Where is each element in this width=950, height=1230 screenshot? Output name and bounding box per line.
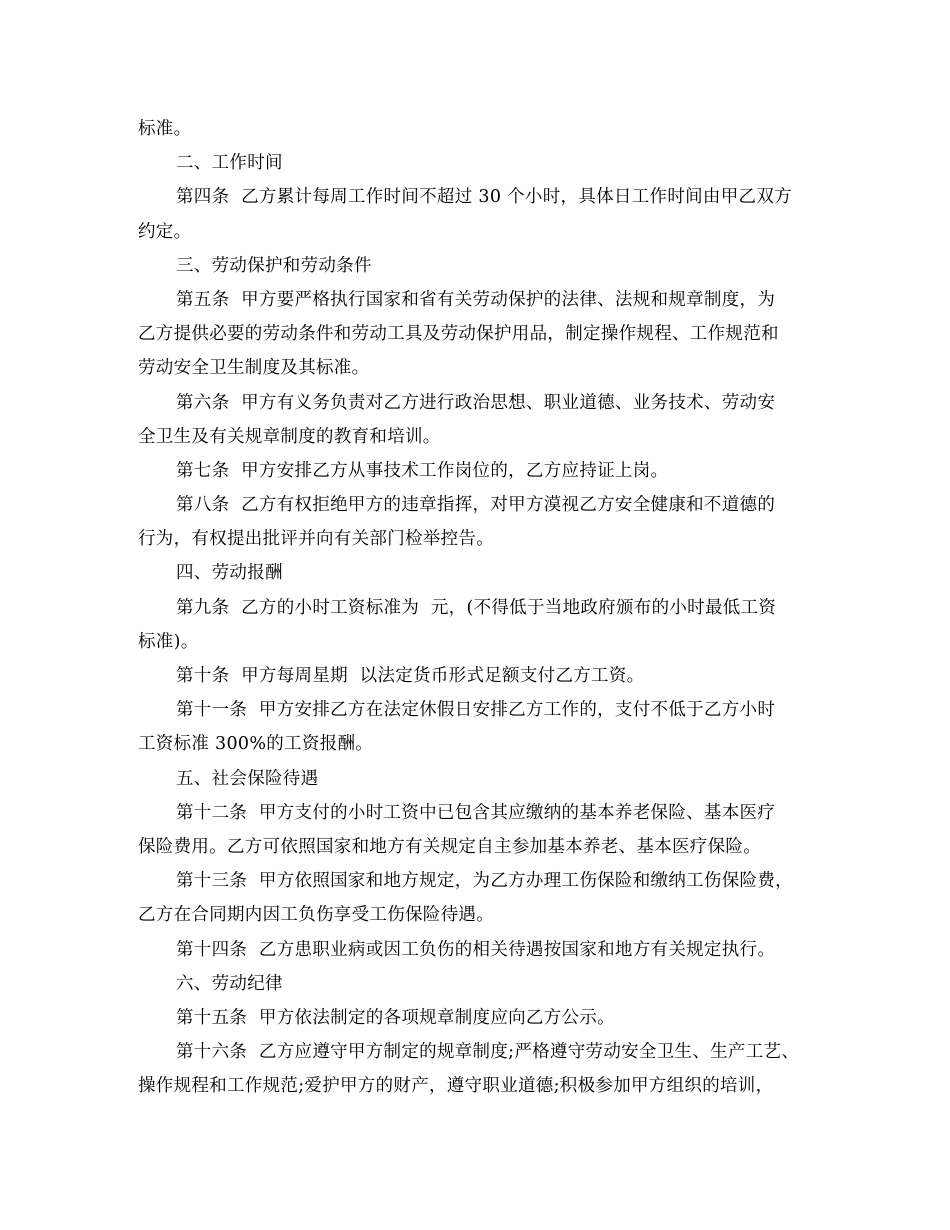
text-line: 第十三条 甲方依照国家和地方规定，为乙方办理工伤保险和缴纳工伤保险费， — [176, 871, 793, 892]
text-line: 第十五条 甲方依法制定的各项规章制度应向乙方公示。 — [176, 1007, 615, 1028]
text-line: 第四条 乙方累计每周工作时间不超过 30 个小时，具体日工作时间由甲乙双方 — [176, 187, 792, 208]
text-line: 约定。 — [138, 221, 192, 242]
text-line: 乙方提供必要的劳动条件和劳动工具及劳动保护用品，制定操作规程、工作规范和 — [138, 324, 779, 345]
text-line: 四、劳动报酬 — [176, 563, 283, 584]
text-line: 全卫生及有关规章制度的教育和培训。 — [138, 426, 441, 447]
text-line: 第十四条 乙方患职业病或因工负伤的相关待遇按国家和地方有关规定执行。 — [176, 939, 776, 960]
text-line: 第十二条 甲方支付的小时工资中已包含其应缴纳的基本养老保险、基本医疗 — [176, 802, 776, 823]
text-line: 劳动安全卫生制度及其标准。 — [138, 358, 370, 379]
text-line: 第十条 甲方每周星期 以法定货币形式足额支付乙方工资。 — [176, 666, 645, 686]
text-line: 第五条 甲方要严格执行国家和省有关劳动保护的法律、法规和规章制度，为 — [176, 289, 776, 310]
text-line: 标准)。 — [138, 631, 199, 652]
text-line: 六、劳动纪律 — [176, 973, 283, 994]
text-line: 五、社会保险待遇 — [176, 768, 319, 789]
text-line: 标准。 — [138, 119, 192, 139]
text-line: 第十六条 乙方应遵守甲方制定的规章制度;严格遵守劳动安全卫生、生产工艺、 — [176, 1042, 800, 1063]
text-line: 三、劳动保护和劳动条件 — [176, 255, 372, 276]
text-line: 第八条 乙方有权拒绝甲方的违章指挥，对甲方漠视乙方安全健康和不道德的 — [176, 495, 776, 516]
text-line: 行为，有权提出批评并向有关部门检举控告。 — [138, 529, 494, 550]
text-line: 第九条 乙方的小时工资标准为 元，(不得低于当地政府颁布的小时最低工资 — [176, 597, 777, 618]
text-line: 操作规程和工作规范;爱护甲方的财产，遵守职业道德;积极参加甲方组织的培训， — [138, 1076, 774, 1097]
text-line: 第六条 甲方有义务负责对乙方进行政治思想、职业道德、业务技术、劳动安 — [176, 392, 776, 413]
text-line: 二、工作时间 — [176, 153, 283, 174]
document-body — [138, 112, 818, 1103]
text-line: 第七条 甲方安排乙方从事技术工作岗位的，乙方应持证上岗。 — [176, 460, 669, 481]
text-line: 第十一条 甲方安排乙方在法定休假日安排乙方工作的，支付不低于乙方小时 — [176, 700, 776, 721]
text-line: 保险费用。乙方可依照国家和地方有关规定自主参加基本养老、基本医疗保险。 — [138, 836, 761, 857]
text-line: 乙方在合同期内因工负伤享受工伤保险待遇。 — [138, 905, 494, 926]
text-line: 工资标准 300%的工资报酬。 — [138, 734, 374, 755]
